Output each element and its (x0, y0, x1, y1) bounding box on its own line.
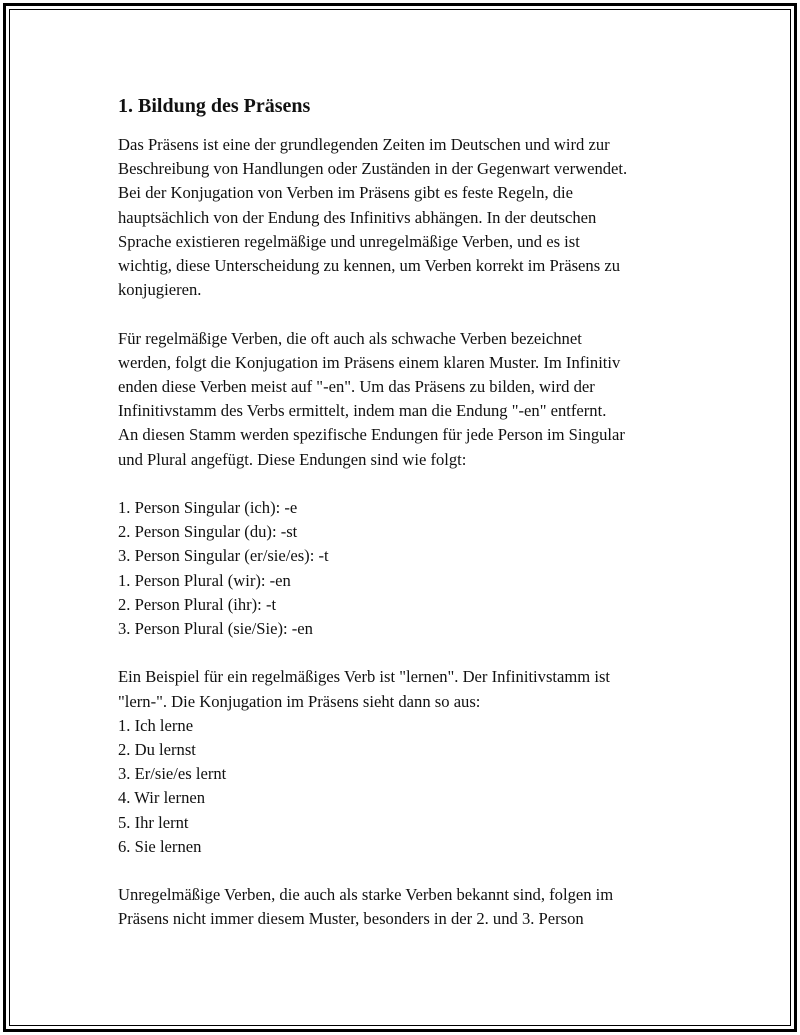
section-heading: 1. Bildung des Präsens (118, 95, 311, 117)
list-item: 3. Person Plural (sie/Sie): -en (118, 619, 313, 639)
example-conjugation-list (118, 714, 718, 859)
text-line: enden diese Verben meist auf "-en". Um das Präsens zu bilden, wird der (118, 377, 595, 397)
list-item: 2. Person Singular (du): -st (118, 522, 298, 542)
text-line: Ein Beispiel für ein regelmäßiges Verb ist "lernen". Der Infinitivstamm ist (118, 667, 611, 687)
text-line: werden, folgt die Konjugation im Präsens einem klaren Muster. Im Infinitiv (118, 352, 621, 372)
list-item: 2. Person Plural (ihr): -t (118, 594, 277, 614)
text-line: Für regelmäßige Verben, die oft auch als schwache Verben bezeichnet (118, 328, 582, 348)
list-item: 1. Person Plural (wir): -en (118, 570, 291, 590)
list-item: 4. Wir lernen (118, 788, 206, 808)
list-item: 1. Person Singular (ich): -e (118, 498, 298, 518)
paragraph-example-intro (118, 665, 718, 713)
text-line: Bei der Konjugation von Verben im Präsens gibt es feste Regeln, die (118, 183, 574, 203)
paragraph-gap (118, 302, 718, 326)
text-line: "lern-". Die Konjugation im Präsens sieht dann so aus: (118, 691, 481, 711)
list-item: 3. Person Singular (er/sie/es): -t (118, 546, 329, 566)
list-item: 3. Er/sie/es lernt (118, 764, 227, 784)
text-line: Unregelmäßige Verben, die auch als starke Verben bekannt sind, folgen im (118, 885, 614, 905)
list-item: 1. Ich lerne (118, 715, 194, 735)
list-item: 5. Ihr lernt (118, 812, 189, 832)
text-line: Das Präsens ist eine der grundlegenden Zeiten im Deutschen und wird zur (118, 135, 610, 154)
endings-list (118, 496, 718, 641)
paragraph-gap (118, 859, 718, 883)
text-line: Infinitivstamm des Verbs ermittelt, indem man die Endung "-en" entfernt. (118, 401, 607, 421)
paragraph-irregular-verbs (118, 883, 718, 931)
text-line: An diesen Stamm werden spezifische Endungen für jede Person im Singular (118, 425, 625, 445)
text-line: wichtig, diese Unterscheidung zu kennen, um Verben korrekt im Präsens zu (118, 256, 620, 276)
paragraph-gap (118, 472, 718, 496)
paragraph-intro (118, 133, 718, 302)
text-line: Präsens nicht immer diesem Muster, besonders in der 2. und 3. Person (118, 909, 584, 929)
paragraph-gap (118, 641, 718, 665)
list-item: 2. Du lernst (118, 740, 196, 760)
text-line: Sprache existieren regelmäßige und unregelmäßige Verben, und es ist (118, 231, 580, 251)
text-line: und Plural angefügt. Diese Endungen sind wie folgt: (118, 449, 467, 469)
text-line: konjugieren. (118, 280, 202, 300)
text-line: Beschreibung von Handlungen oder Zuständen in der Gegenwart verwendet. (118, 159, 628, 179)
document-body (118, 94, 718, 932)
list-item: 6. Sie lernen (118, 836, 202, 856)
text-line: hauptsächlich von der Endung des Infinitivs abhängen. In der deutschen (118, 207, 597, 227)
paragraph-regular-verbs (118, 327, 718, 472)
